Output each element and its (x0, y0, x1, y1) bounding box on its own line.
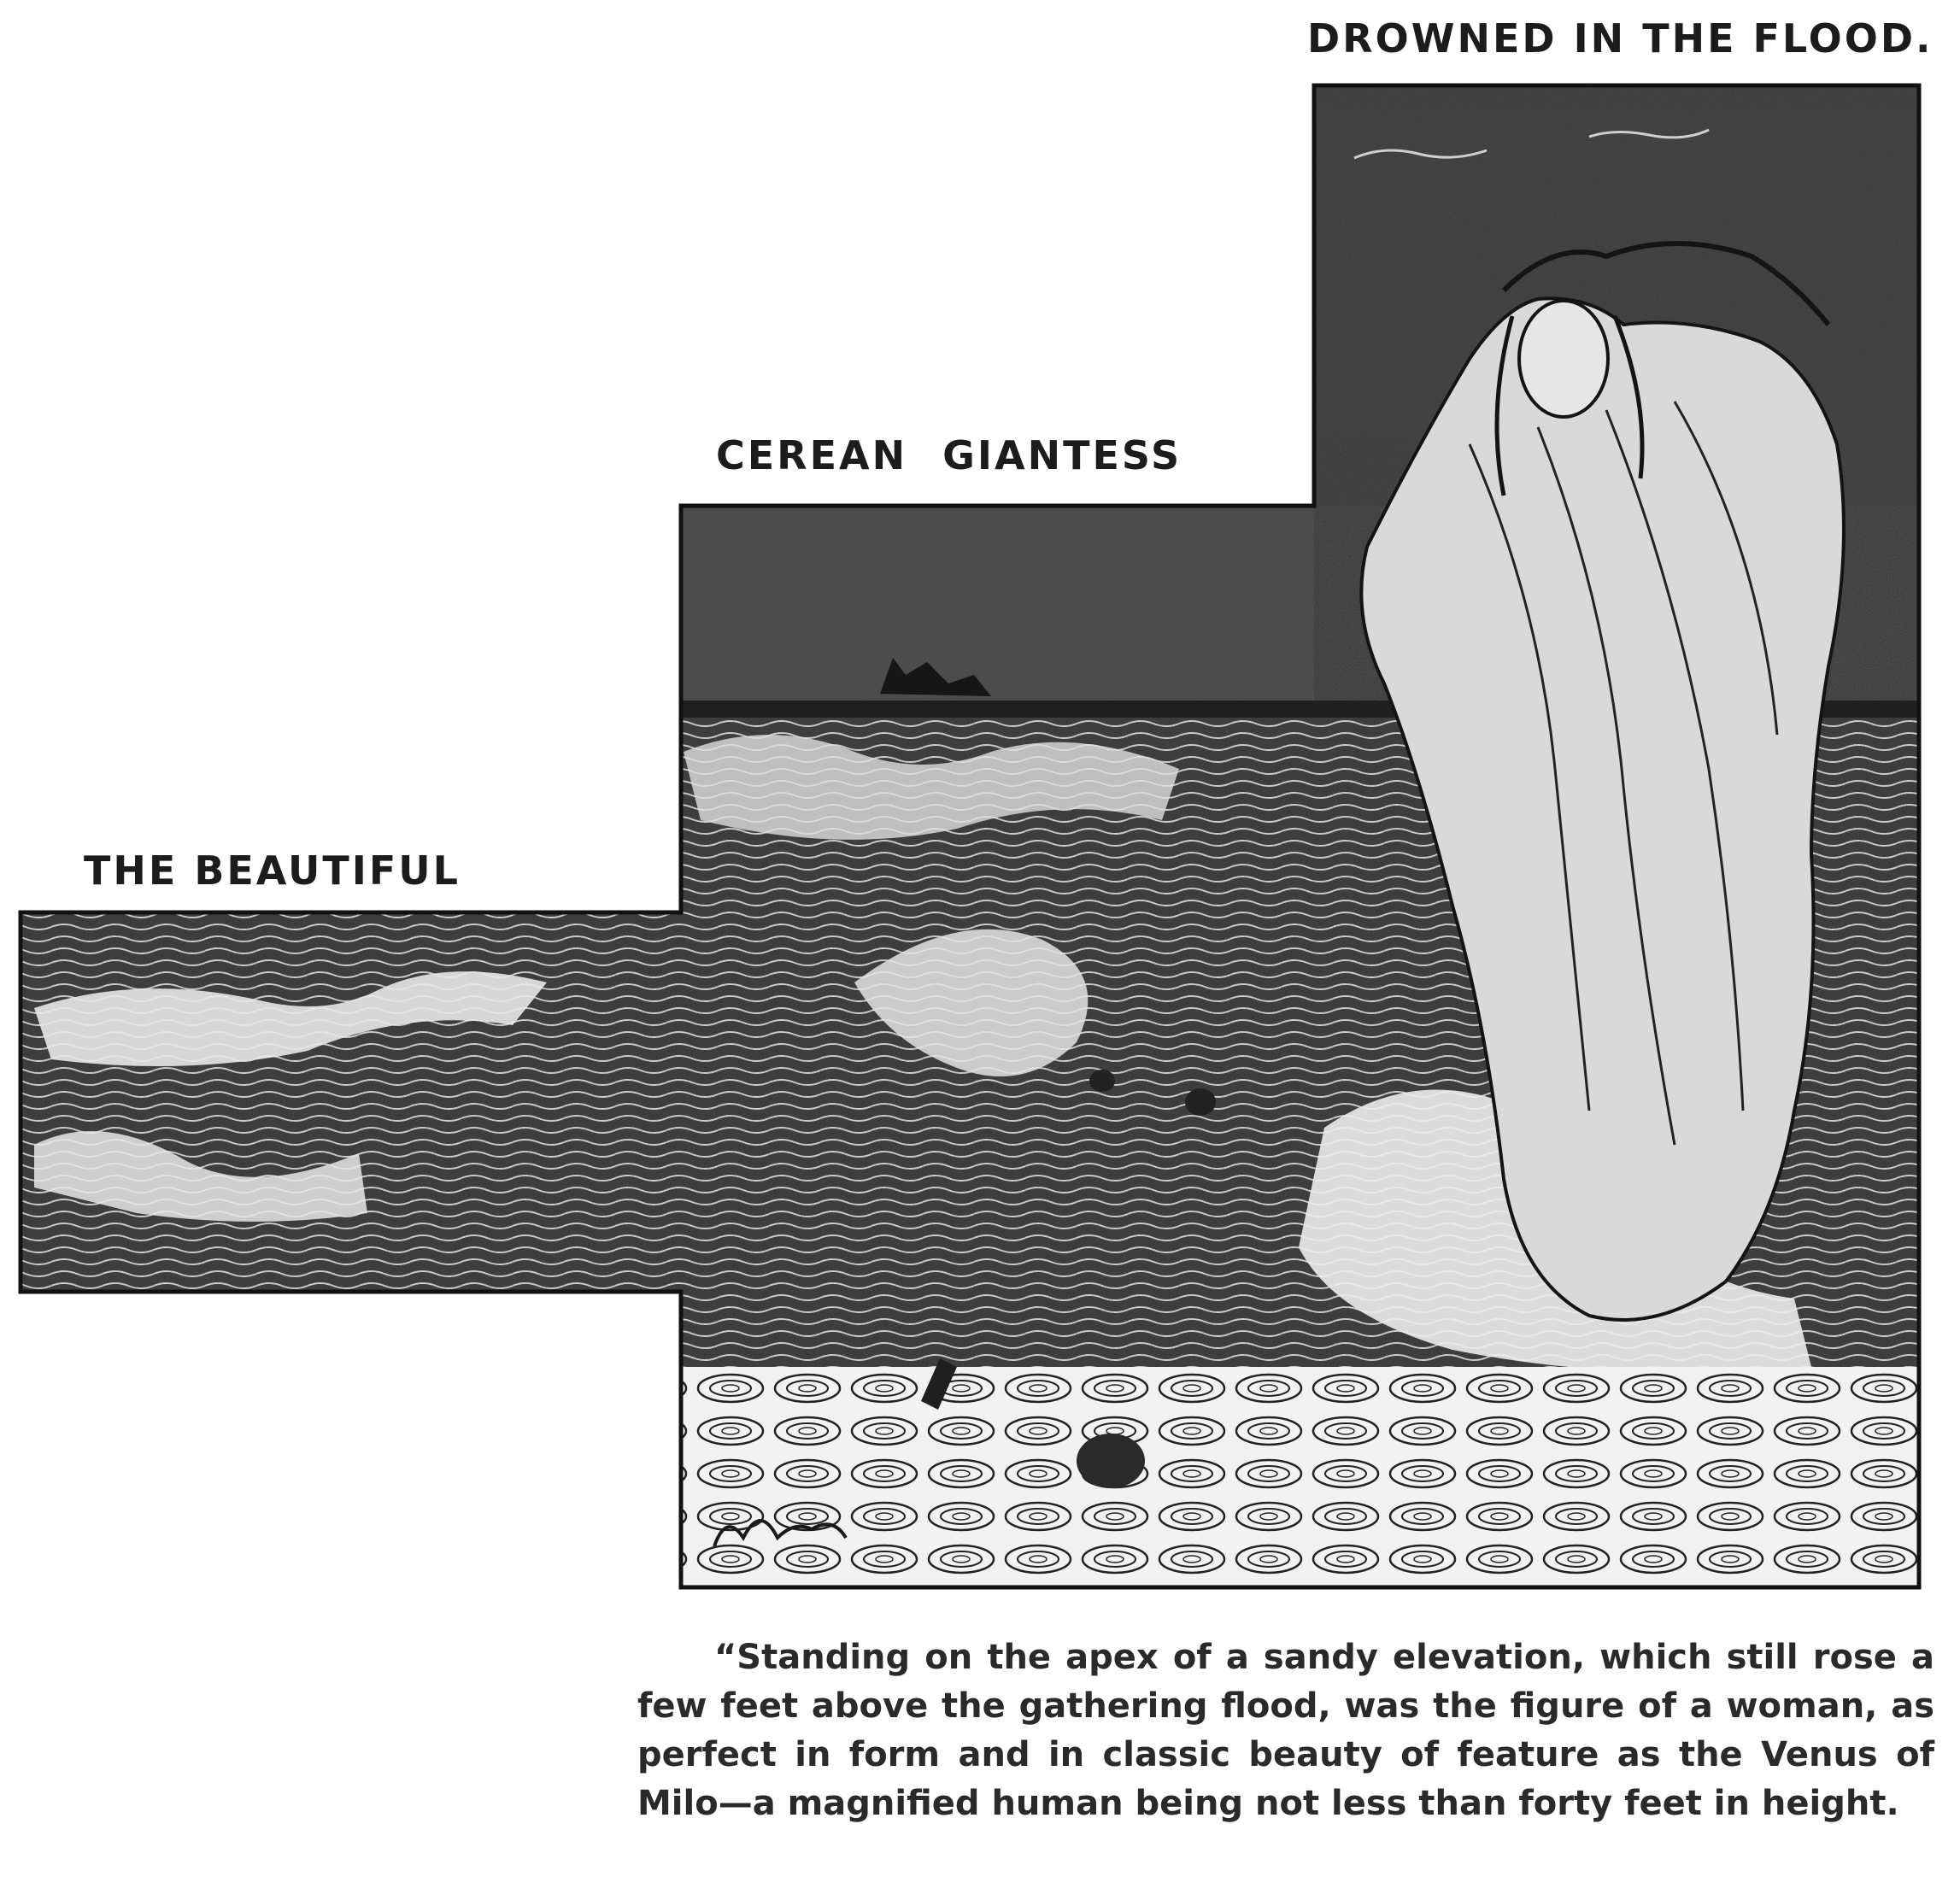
panel-title-cerean-giantess: CEREAN GIANTESS (716, 432, 1182, 478)
drowning-head-icon (1089, 1070, 1115, 1092)
giantess-face (1519, 301, 1608, 417)
panel-title-drowned: DROWNED IN THE FLOOD. (1307, 15, 1934, 62)
panel-title-beautiful: THE BEAUTIFUL (84, 847, 461, 894)
caption-quote: “Standing on the apex of a sandy elevation, which still rose a few feet above the gathering flood, was the figure of a woman, as perfect in form and in classic beauty of feature as the Venus of Milo—a magnified human being not less than forty feet in height. (637, 1638, 1934, 1823)
drowning-head-icon (1077, 1434, 1145, 1488)
artwork-interior (21, 85, 1919, 1589)
drowning-head-icon (1185, 1088, 1216, 1116)
swirling-water (681, 1367, 1919, 1587)
